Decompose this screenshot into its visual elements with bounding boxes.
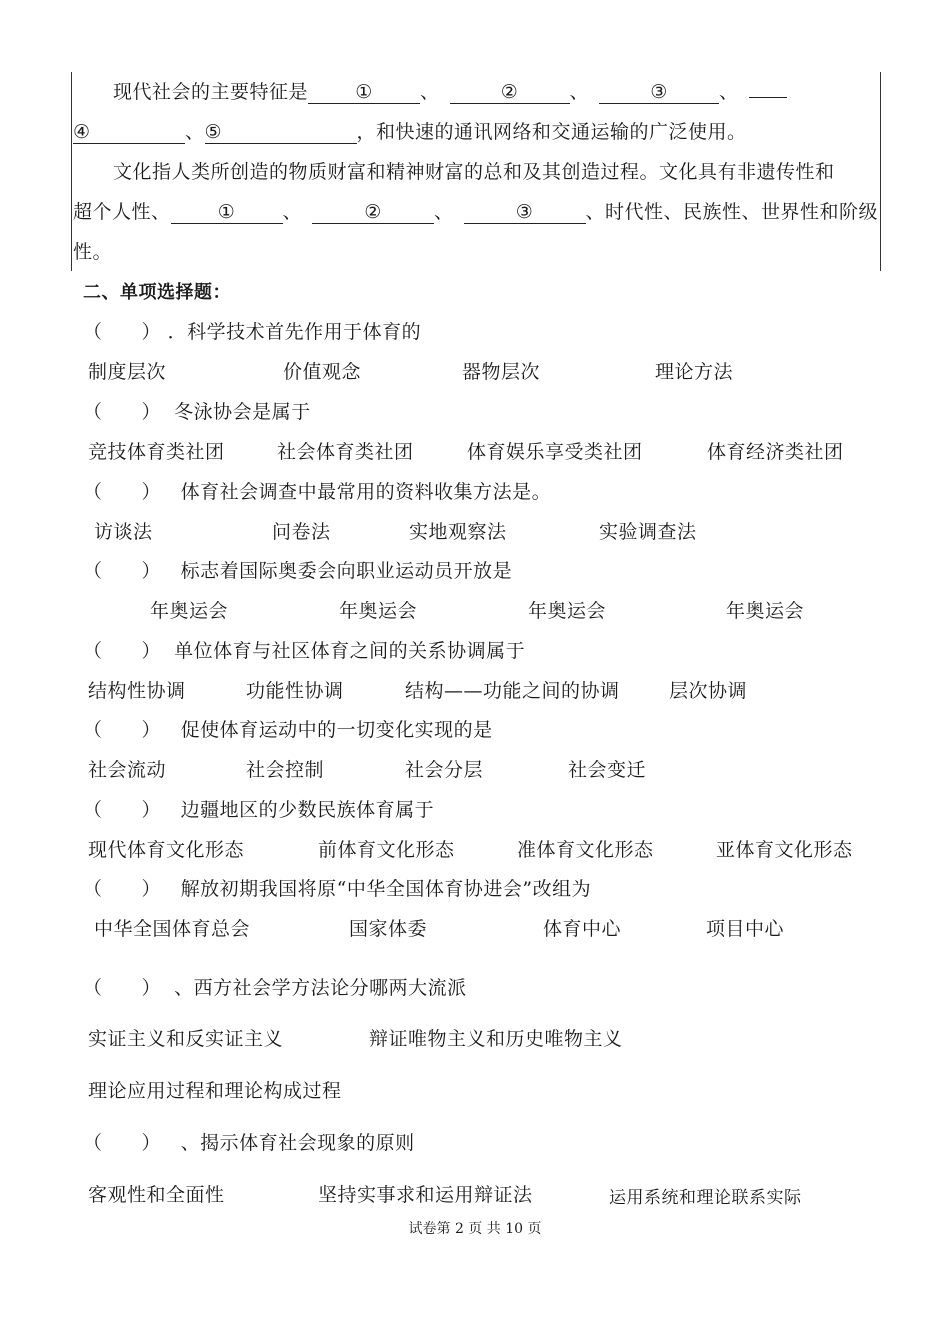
option: 项目中心 (706, 918, 785, 940)
answer-paren: （ ） (83, 719, 162, 741)
option: 体育中心 (543, 918, 622, 940)
separator: 、 (185, 121, 205, 143)
answer-paren: （ ） (83, 560, 162, 582)
question-text: ．科学技术首先作用于体育的 (167, 321, 422, 343)
separator: 、 (282, 201, 303, 223)
question-stem (83, 559, 512, 583)
blank-5: ⑤ (205, 121, 357, 144)
question-text: 冬泳协会是属于 (174, 401, 311, 423)
answer-paren: （ ） (83, 1132, 162, 1154)
option: 国家体委 (349, 918, 428, 940)
option: 社会控制 (246, 759, 325, 781)
box-left-border (71, 72, 72, 271)
option: 层次协调 (669, 680, 748, 702)
question-stem (83, 400, 311, 424)
option: 实地观察法 (409, 521, 507, 543)
question-text: 促使体育运动中的一切变化实现的是 (180, 719, 493, 741)
option: 体育娱乐享受类社团 (467, 441, 643, 463)
option: 理论方法 (655, 361, 734, 383)
option: 制度层次 (88, 361, 167, 383)
option: 实证主义和反实证主义 (88, 1028, 284, 1050)
option: 年奥运会 (339, 600, 418, 622)
option: 前体育文化形态 (318, 839, 455, 861)
separator: 、 (420, 81, 440, 103)
answer-paren: （ ） (83, 321, 162, 343)
blank-2: ② (312, 201, 434, 224)
question-stem (83, 976, 467, 1000)
blank-4-start (749, 97, 787, 98)
blank-2: ② (450, 81, 570, 104)
answer-paren: （ ） (83, 878, 162, 900)
question-text: 标志着国际奥委会向职业运动员开放是 (180, 560, 513, 582)
option: 现代体育文化形态 (88, 839, 245, 861)
option: 亚体育文化形态 (716, 839, 853, 861)
option: 年奥运会 (150, 600, 229, 622)
option: 社会变迁 (568, 759, 647, 781)
option: 社会体育类社团 (277, 441, 414, 463)
box-right-border (880, 72, 881, 271)
fill-blank-2-prefix: 超个人性、 (73, 201, 171, 223)
question-stem (83, 718, 493, 742)
option: 访谈法 (94, 521, 153, 543)
option: 客观性和全面性 (88, 1184, 225, 1206)
blank-1: ① (171, 201, 283, 224)
blank-4: ④ (73, 121, 185, 144)
page-footer: 试卷第 2 页 共 10 页 (408, 1221, 542, 1237)
question-text: 、西方社会学方法论分哪两大流派 (174, 977, 467, 999)
option: 社会流动 (88, 759, 167, 781)
option: 问卷法 (272, 521, 331, 543)
option: 功能性协调 (246, 680, 344, 702)
section-title: 二、单项选择题： (83, 282, 231, 303)
separator: 、 (719, 81, 739, 103)
blank-3: ③ (464, 201, 586, 224)
separator: 、 (434, 201, 454, 223)
option: 器物层次 (462, 361, 541, 383)
blank-3: ③ (599, 81, 719, 104)
option: 竞技体育类社团 (88, 441, 225, 463)
answer-paren: （ ） (83, 799, 162, 821)
fill-blank-1-line2 (73, 120, 747, 144)
fill-blank-2-line1: 文化指人类所创造的物质财富和精神财富的总和及其创造过程。文化具有非遗传性和 (113, 161, 835, 183)
separator: 、 (569, 81, 590, 103)
answer-paren: （ ） (83, 401, 162, 423)
blank-1: ① (308, 81, 420, 104)
question-text: 解放初期我国将原“中华全国体育协进会”改组为 (180, 878, 592, 900)
option: 辩证唯物主义和历史唯物主义 (369, 1028, 623, 1050)
fill-blank-2-tail: 、时代性、民族性、世界性和阶级 (585, 201, 879, 223)
option: 年奥运会 (726, 600, 805, 622)
option: 体育经济类社团 (707, 441, 844, 463)
fill-blank-2-line2 (73, 200, 878, 224)
question-stem (83, 639, 525, 663)
question-text: 单位体育与社区体育之间的关系协调属于 (174, 640, 526, 662)
question-stem (83, 480, 551, 504)
fill-blank-1-tail: ，和快速的通讯网络和交通运输的广泛使用。 (356, 121, 747, 143)
option: 理论应用过程和理论构成过程 (88, 1080, 342, 1102)
question-text: 、揭示体育社会现象的原则 (180, 1132, 415, 1154)
answer-paren: （ ） (83, 640, 162, 662)
option: 结构性协调 (88, 680, 186, 702)
option: 中华全国体育总会 (94, 918, 251, 940)
answer-paren: （ ） (83, 481, 162, 503)
option: 社会分层 (405, 759, 484, 781)
question-stem (83, 798, 434, 822)
option: 结构——功能之间的协调 (405, 680, 620, 702)
question-text: 边疆地区的少数民族体育属于 (180, 799, 435, 821)
option: 实验调查法 (599, 521, 697, 543)
fill-blank-1-line1 (113, 80, 787, 104)
question-stem (83, 1131, 415, 1155)
option: 年奥运会 (528, 600, 607, 622)
option: 坚持实事求和运用辩证法 (318, 1184, 533, 1206)
option: 运用系统和理论联系实际 (609, 1188, 802, 1208)
answer-paren: （ ） (83, 977, 162, 999)
fill-blank-2-line3: 性。 (73, 241, 113, 263)
option: 价值观念 (283, 361, 362, 383)
fill-blank-1-prefix: 现代社会的主要特征是 (113, 81, 309, 103)
question-stem (83, 877, 591, 901)
question-text: 体育社会调查中最常用的资料收集方法是。 (180, 481, 552, 503)
option: 准体育文化形态 (517, 839, 654, 861)
question-stem (83, 320, 421, 344)
